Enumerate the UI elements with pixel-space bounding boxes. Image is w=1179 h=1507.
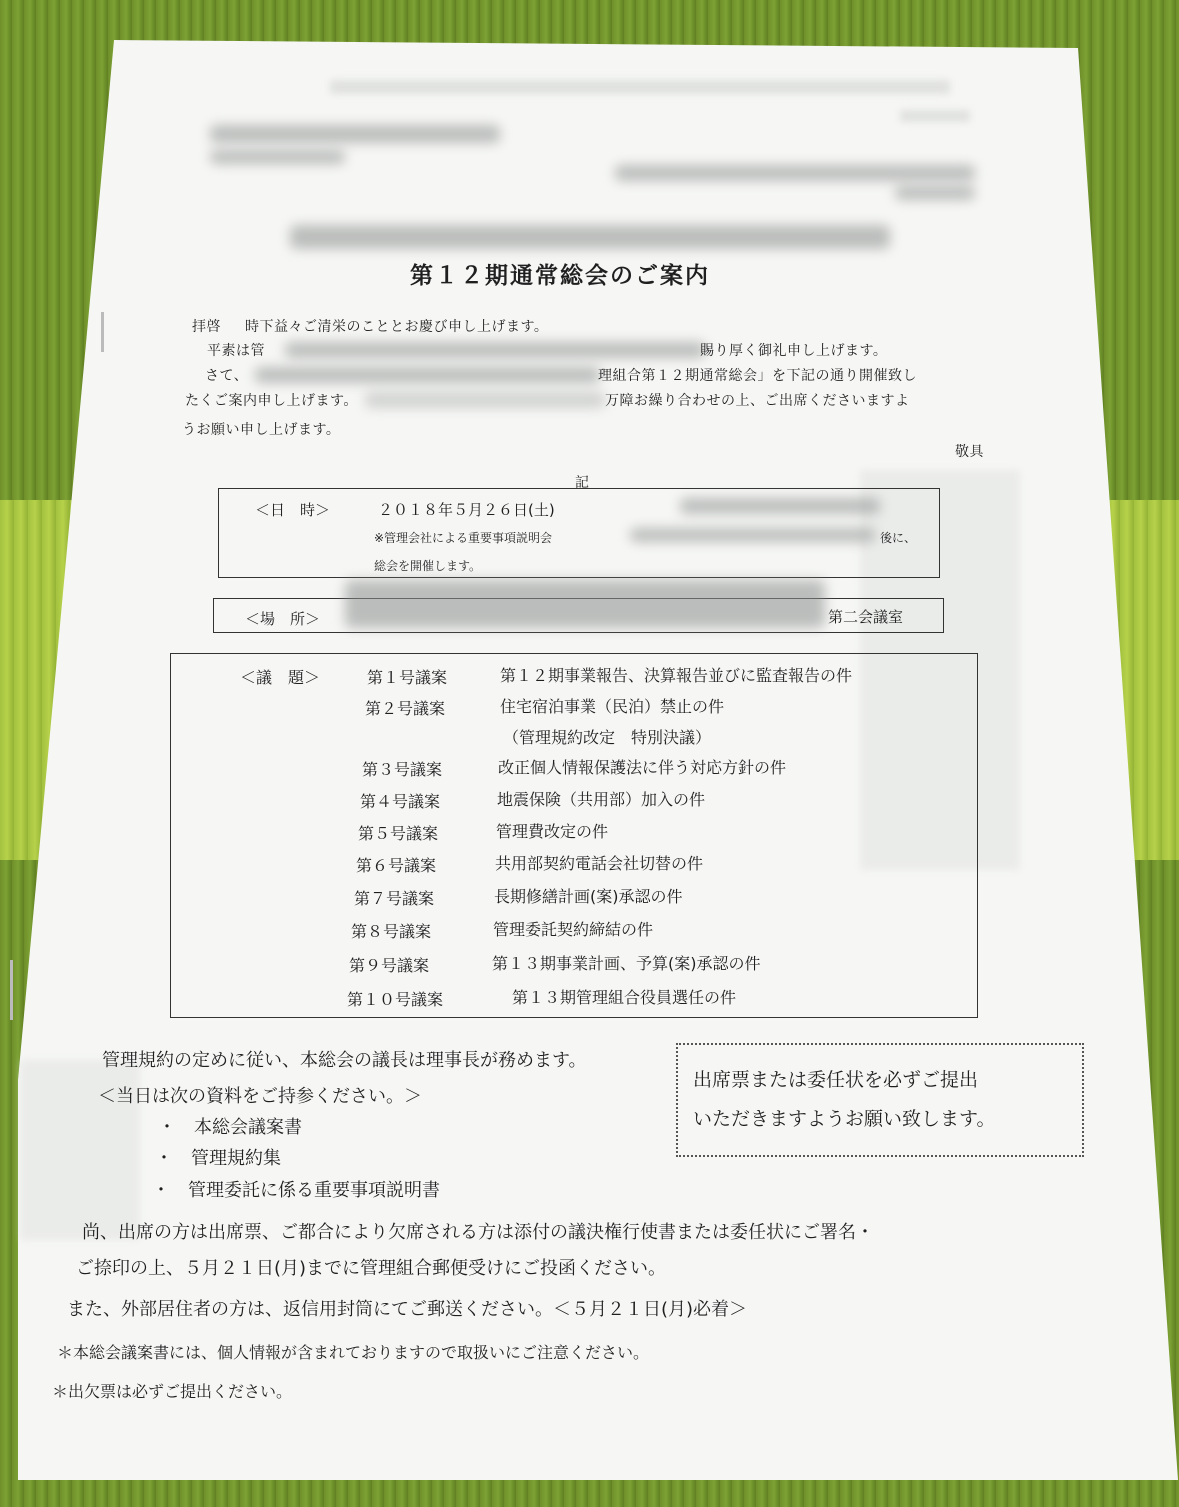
redacted-sender xyxy=(210,125,500,143)
agenda-item-text: 管理費改定の件 xyxy=(496,822,609,841)
agenda-item-text: 第１３期管理組合役員選任の件 xyxy=(512,988,737,1007)
schedule-note-line2: 総会を開催します。 xyxy=(374,559,482,573)
agenda-item-text: 改正個人情報保護法に伴う対応方針の件 xyxy=(498,758,787,777)
greeting-line: さて、 xyxy=(205,368,249,384)
redacted-sender xyxy=(210,150,345,164)
submission-line: また、外部居住者の方は、返信用封筒にてご郵送ください。＜５月２１日(月)必着＞ xyxy=(67,1299,748,1320)
agenda-item-no: 第１０号議案 xyxy=(347,990,444,1009)
greeting-line: 賜り厚く御礼申し上げます。 xyxy=(700,343,888,359)
place-label: ＜場 所＞ xyxy=(245,610,321,628)
agenda-item-text: 第１３期事業計画、予算(案)承認の件 xyxy=(492,954,761,973)
footnote: ＊出欠票は必ずご提出ください。 xyxy=(52,1382,293,1401)
page-title: 第１２期通常総会のご案内 xyxy=(410,263,710,289)
ki-heading: 記 xyxy=(575,475,590,491)
submission-line: 尚、出席の方は出席票、ご都合により欠席される方は添付の議決権行使書または委任状にご署名・ xyxy=(82,1222,874,1243)
chair-note: 管理規約の定めに従い、本総会の議長は理事長が務めます。 xyxy=(102,1050,587,1071)
redacted-time xyxy=(680,498,880,514)
agenda-label: ＜議 題＞ xyxy=(240,668,321,687)
place-room: 第二会議室 xyxy=(828,608,904,626)
schedule-date: ２０１８年５月２６日(土) xyxy=(378,501,555,519)
submission-line: ご捺印の上、５月２１日(月)までに管理組合郵便受けにご投函ください。 xyxy=(76,1258,667,1279)
agenda-item-text: 第１２期事業報告、決算報告並びに監査報告の件 xyxy=(500,666,853,685)
greeting-line: 平素は管 xyxy=(207,343,265,359)
agenda-item-no: 第８号議案 xyxy=(351,922,432,941)
greeting-line: うお願い申し上げます。 xyxy=(182,422,341,438)
agenda-item-text: （管理規約改定 特別決議） xyxy=(503,728,712,747)
greeting-line: 万障お繰り合わせの上、ご出席くださいますよ xyxy=(605,393,910,409)
agenda-item-text: 住宅宿泊事業（民泊）禁止の件 xyxy=(500,697,725,716)
agenda-item-no: 第５号議案 xyxy=(358,824,439,843)
agenda-item-text: 長期修繕計画(案)承認の件 xyxy=(494,887,683,906)
bring-item: ・ 管理委託に係る重要事項説明書 xyxy=(152,1180,440,1201)
footnote: ＊本総会議案書には、個人情報が含まれておりますので取扱いにご注意ください。 xyxy=(57,1343,650,1362)
redacted-time xyxy=(630,528,875,542)
agenda-item-no: 第２号議案 xyxy=(365,699,446,718)
agenda-item-no: 第６号議案 xyxy=(356,856,437,875)
agenda-item-text: 管理委託契約締結の件 xyxy=(493,920,654,939)
redacted-text xyxy=(285,342,705,358)
schedule-note-end: 後に、 xyxy=(880,531,917,545)
agenda-item-text: 共用部契約電話会社切替の件 xyxy=(495,854,704,873)
staple xyxy=(101,312,104,352)
bring-item: ・ 管理規約集 xyxy=(155,1148,281,1169)
bring-heading: ＜当日は次の資料をご持参ください。＞ xyxy=(98,1086,422,1107)
notice-line: 出席票または委任状を必ずご提出 xyxy=(693,1069,979,1091)
schedule-note: ※管理会社による重要事項説明会 xyxy=(374,531,553,545)
greeting-line: たくご案内申し上げます。 xyxy=(185,393,358,409)
redacted-association-name xyxy=(290,225,890,249)
schedule-label: ＜日 時＞ xyxy=(255,501,331,519)
staple xyxy=(10,960,13,1020)
show-through-text xyxy=(900,110,970,122)
redacted-recipient xyxy=(895,186,975,200)
redacted-place xyxy=(345,580,825,628)
agenda-item-no: 第７号議案 xyxy=(354,889,435,908)
greeting-label: 拝啓 xyxy=(192,319,221,335)
bring-item: ・ 本総会議案書 xyxy=(158,1117,302,1138)
notice-line: いただきますようお願い致します。 xyxy=(693,1108,996,1130)
agenda-item-no: 第９号議案 xyxy=(349,956,430,975)
greeting-line: 理組合第１２期通常総会」を下記の通り開催致し xyxy=(598,368,917,384)
redacted-recipient xyxy=(615,165,975,181)
closing-keigu: 敬具 xyxy=(955,444,984,460)
notice-box xyxy=(676,1043,1084,1157)
show-through-text xyxy=(330,80,950,94)
agenda-item-text: 地震保険（共用部）加入の件 xyxy=(497,790,706,809)
redacted-text xyxy=(255,367,600,383)
agenda-item-no: 第３号議案 xyxy=(362,760,443,779)
greeting-line: 時下益々ご清栄のこととお慶び申し上げます。 xyxy=(245,319,549,335)
redacted-text xyxy=(365,392,605,408)
agenda-item-no: 第１号議案 xyxy=(367,668,448,687)
agenda-item-no: 第４号議案 xyxy=(360,792,441,811)
